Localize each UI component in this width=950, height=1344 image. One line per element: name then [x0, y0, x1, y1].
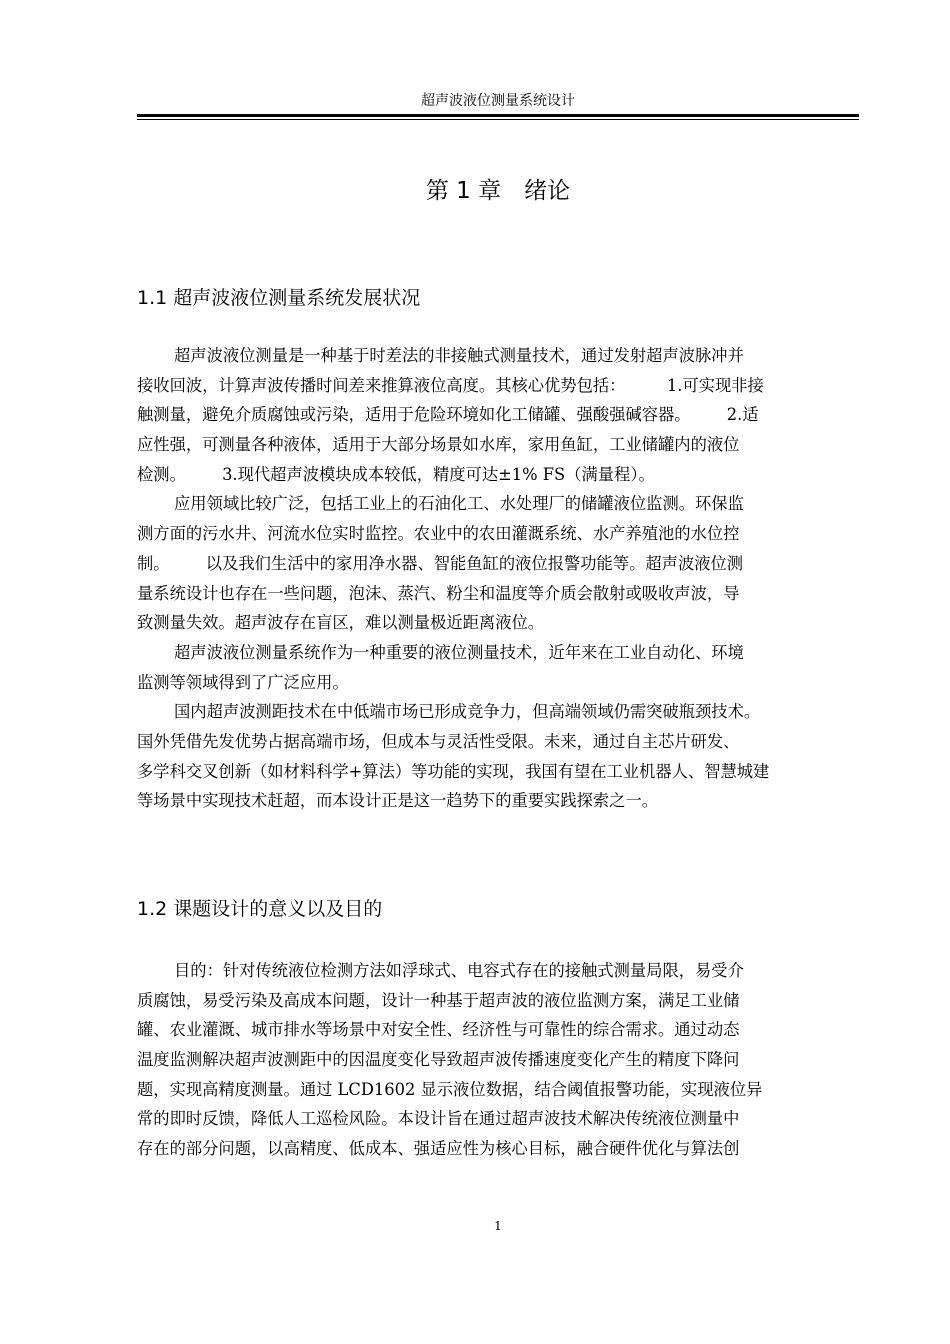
page-number: 1	[494, 1219, 502, 1233]
paragraph-line: 致测量失效。超声波存在盲区，难以测量极近距离液位。	[137, 613, 545, 633]
paragraph-line: 罐、农业灌溉、城市排水等场景中对安全性、经济性与可靠性的综合需求。通过动态	[137, 1020, 740, 1040]
paragraph-line: 质腐蚀，易受污染及高成本问题，设计一种基于超声波的液位监测方案，满足工业储	[137, 990, 740, 1010]
chapter-title: 第 1 章 绪论	[425, 178, 571, 204]
paragraph-line: 监测等领域得到了广泛应用。	[137, 672, 349, 692]
section-heading-1-2: 1.2 课题设计的意义以及目的	[137, 898, 383, 920]
paragraph-line: 等场景中实现技术赶超，而本设计正是这一趋势下的重要实践探索之一。	[137, 791, 659, 811]
paragraph-line: 检测。 3.现代超声波模块成本较低，精度可达±1% FS（满量程）。	[137, 464, 655, 484]
paragraph-line: 国外凭借先发优势占据高端市场，但成本与灵活性受限。未来，通过自主芯片研发、	[137, 731, 740, 751]
paragraph-line: 制。 以及我们生活中的家用净水器、智能鱼缸的液位报警功能等。超声波液位测	[137, 553, 744, 573]
paragraph-line: 常的即时反馈，降低人工巡检风险。本设计旨在通过超声波技术解决传统液位测量中	[137, 1109, 740, 1129]
paragraph-line: 目的：针对传统液位检测方法如浮球式、电容式存在的接触式测量局限，易受介	[174, 961, 744, 980]
paragraph-line: 国内超声波测距技术在中低端市场已形成竞争力，但高端领域仍需突破瓶颈技术。	[174, 702, 761, 722]
paragraph-line: 应用领域比较广泛，包括工业上的石油化工、水处理厂的储罐液位监测。环保监	[174, 494, 744, 514]
paragraph-line: 多学科交叉创新（如材料科学+算法）等功能的实现，我国有望在工业机器人、智慧城建	[137, 761, 770, 781]
paragraph-line: 超声波液位测量是一种基于时差法的非接触式测量技术，通过发射超声波脉冲并	[174, 346, 744, 365]
paragraph-line: 触测量，避免介质腐蚀或污染，适用于危险环境如化工储罐、强酸强碱容器。 2.适	[137, 405, 759, 425]
paragraph-line: 存在的部分问题，以高精度、低成本、强适应性为核心目标，融合硬件优化与算法创	[137, 1139, 740, 1159]
paragraph-line: 量系统设计也存在一些问题，泡沫、蒸汽、粉尘和温度等介质会散射或吸收声波，导	[137, 583, 740, 603]
paragraph-line: 题，实现高精度测量。通过 LCD1602 显示液位数据，结合阈值报警功能，实现液位异	[137, 1079, 763, 1099]
paragraph-line: 超声波液位测量系统作为一种重要的液位测量技术，近年来在工业自动化、环境	[174, 642, 744, 662]
paragraph-line: 应性强，可测量各种液体，适用于大部分场景如水库，家用鱼缸，工业储罐内的液位	[137, 435, 740, 455]
section-heading-1-1: 1.1 超声波液位测量系统发展状况	[137, 287, 421, 309]
paragraph-line: 温度监测解决超声波测距中的因温度变化导致超声波传播速度变化产生的精度下降问	[137, 1050, 740, 1070]
header-rule	[137, 114, 859, 117]
section-1-1-body	[137, 341, 859, 816]
paragraph-line: 接收回波，计算声波传播时间差来推算液位高度。其核心优势包括： 1.可实现非接	[137, 375, 764, 395]
section-1-2-body	[137, 956, 859, 1164]
running-header: 超声波液位测量系统设计	[421, 93, 575, 109]
header-rule-thin	[137, 119, 859, 120]
paragraph-line: 测方面的污水井、河流水位实时监控。农业中的农田灌溉系统、水产养殖池的水位控	[137, 524, 740, 544]
